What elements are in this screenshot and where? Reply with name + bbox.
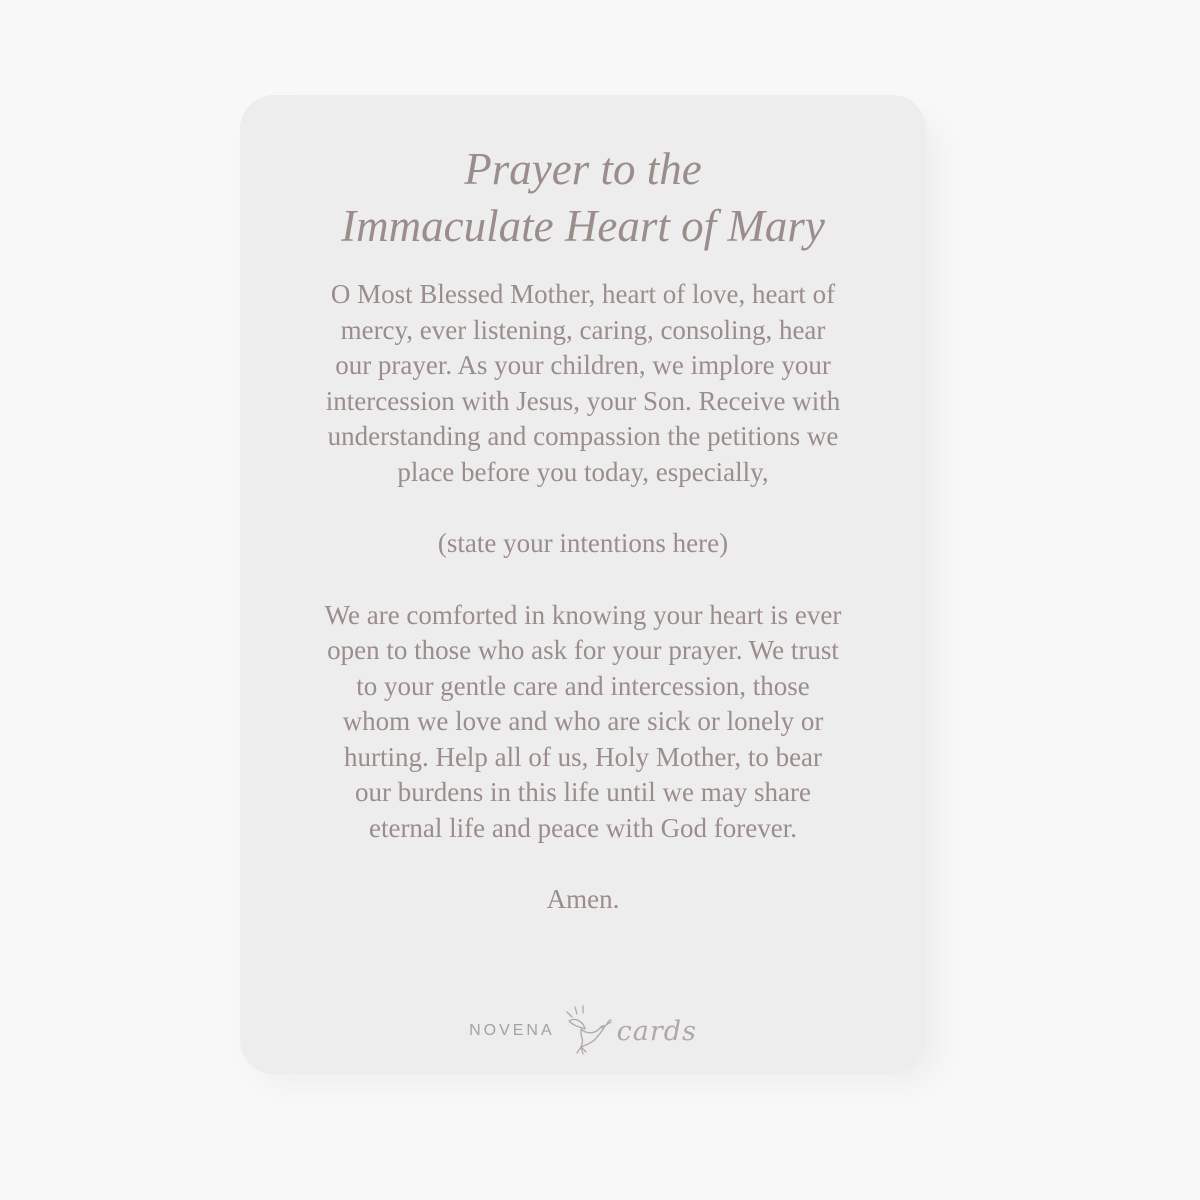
paragraph-2 <box>276 598 890 847</box>
prayer-body <box>276 277 890 917</box>
text-line: hurting. Help all of us, Holy Mother, to bear <box>343 741 823 772</box>
paragraph-1 <box>276 277 890 490</box>
text-line: We are comforted in knowing your heart is ever <box>324 599 842 630</box>
prayer-title <box>276 141 890 255</box>
text-line: intercession with Jesus, your Son. Receive with <box>325 385 841 416</box>
dove-icon <box>559 1003 615 1059</box>
text-line: to your gentle care and intercession, those <box>356 670 810 701</box>
text-line: whom we love and who are sick or lonely or <box>342 706 824 736</box>
text-line: open to those who ask for your prayer. We trust <box>327 635 839 665</box>
text-line: mercy, ever listening, caring, consoling, hear <box>340 314 826 345</box>
logo-word-novena: NOVENA <box>469 1022 555 1039</box>
logo-word-cards: cards <box>616 1015 697 1047</box>
text-line: understanding and compassion the petitions we <box>327 421 839 451</box>
amen: Amen. <box>546 884 620 914</box>
text-line: eternal life and peace with God forever. <box>368 812 798 843</box>
novena-cards-logo <box>240 1003 926 1059</box>
intention-placeholder: (state your intentions here) <box>437 528 729 558</box>
title-line-1: Prayer to the <box>464 144 702 194</box>
prayer-card <box>240 95 926 1074</box>
text-line: our prayer. As your children, we implore your <box>335 350 831 380</box>
text-line: our burdens in this life until we may share <box>355 777 811 807</box>
text-line: O Most Blessed Mother, heart of love, heart of <box>330 279 836 309</box>
text-line: place before you today, especially, <box>397 456 769 487</box>
title-line-2: Immaculate Heart of Mary <box>341 201 825 251</box>
